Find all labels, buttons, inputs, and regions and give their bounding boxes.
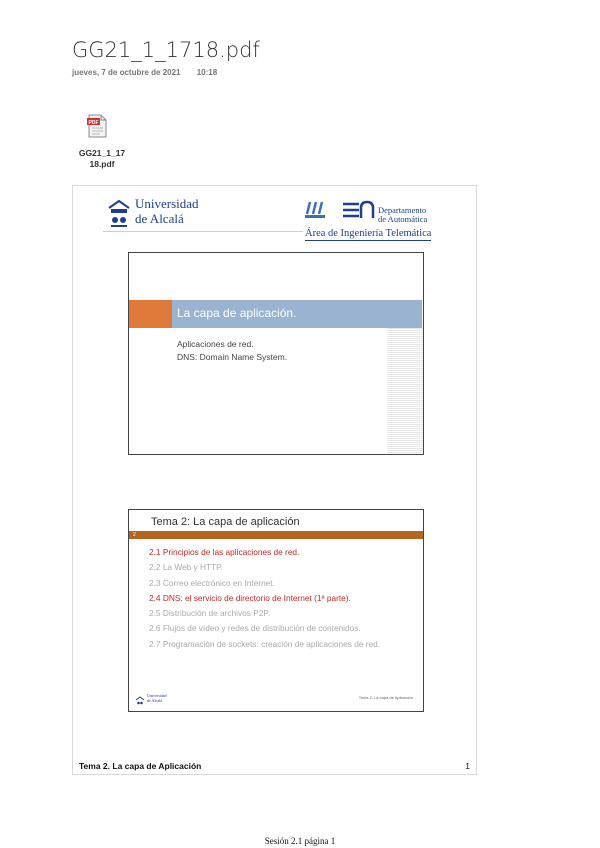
slide2-footer-logo-text (147, 693, 167, 703)
page-footer: Sesión 2.1 página 1 (264, 836, 336, 846)
slide-thumbnail-2 (128, 509, 424, 712)
attachment-filename: GG21_1_17 18.pdf (78, 148, 126, 169)
note-timestamp (72, 68, 217, 77)
uah-crest-icon (135, 696, 145, 706)
area-name: Área de Ingeniería Telemática (305, 228, 432, 239)
slide2-footer-text: Tema 2: La capa de Aplicación (358, 695, 413, 700)
document-page-number: 1 (465, 761, 470, 771)
uah-name (135, 196, 199, 226)
note-time: 10:18 (196, 68, 218, 77)
slide1-title: La capa de aplicación. (177, 306, 297, 320)
list-item: 2.6 Flujos de vídeo y redes de distribución de contenidos. (149, 623, 361, 634)
list-item: 2.5 Distribución de archivos P2P. (149, 608, 271, 619)
note-title: GG21_1_1718.pdf (72, 38, 260, 62)
slide2-footer-logo (135, 693, 175, 705)
slide2-topic-list (149, 545, 380, 652)
uah-name-line2: de Alcalá (135, 211, 184, 226)
document-footer-title: Tema 2. La capa de Aplicación (79, 761, 202, 771)
list-item: 2.3 Correo electrónico en Internet. (149, 577, 275, 588)
header-divider (103, 231, 303, 232)
pdf-file-icon (86, 114, 108, 138)
list-item: 2.7 Programación de sockets: creación de aplicaciones de red. (149, 638, 381, 649)
pdf-page-preview (72, 185, 477, 775)
slide2-title: Tema 2: La capa de aplicación (151, 516, 300, 528)
department-line1: Departamento (378, 205, 427, 215)
note-date: jueves, 7 de octubre de 2021 (72, 68, 181, 77)
list-item: 2.1 Principios de las aplicaciones de red. (149, 547, 300, 557)
list-item: 2.4 DNS: el servicio de directorio de Internet (1ª parte). (149, 592, 351, 603)
slide2-band (129, 531, 423, 539)
slide2-number: 2 (133, 532, 136, 538)
slide2-footer-logo-line1: Universidad (147, 693, 167, 698)
department-name (378, 206, 427, 224)
slide1-subtitle: DNS: Domain Name System. (177, 352, 288, 362)
pdf-icon-label: PDF (88, 119, 99, 126)
department-line2: de Automática (378, 214, 428, 224)
slide1-orange-band (129, 300, 172, 328)
slide-thumbnail-1 (128, 252, 424, 455)
list-item: 2.2 La Web y HTTP. (149, 562, 223, 573)
slide2-footer-logo-line2: de Alcalá (147, 698, 162, 703)
slide1-subtitle: Aplicaciones de red. (177, 339, 254, 349)
uah-name-line1: Universidad (135, 196, 199, 211)
